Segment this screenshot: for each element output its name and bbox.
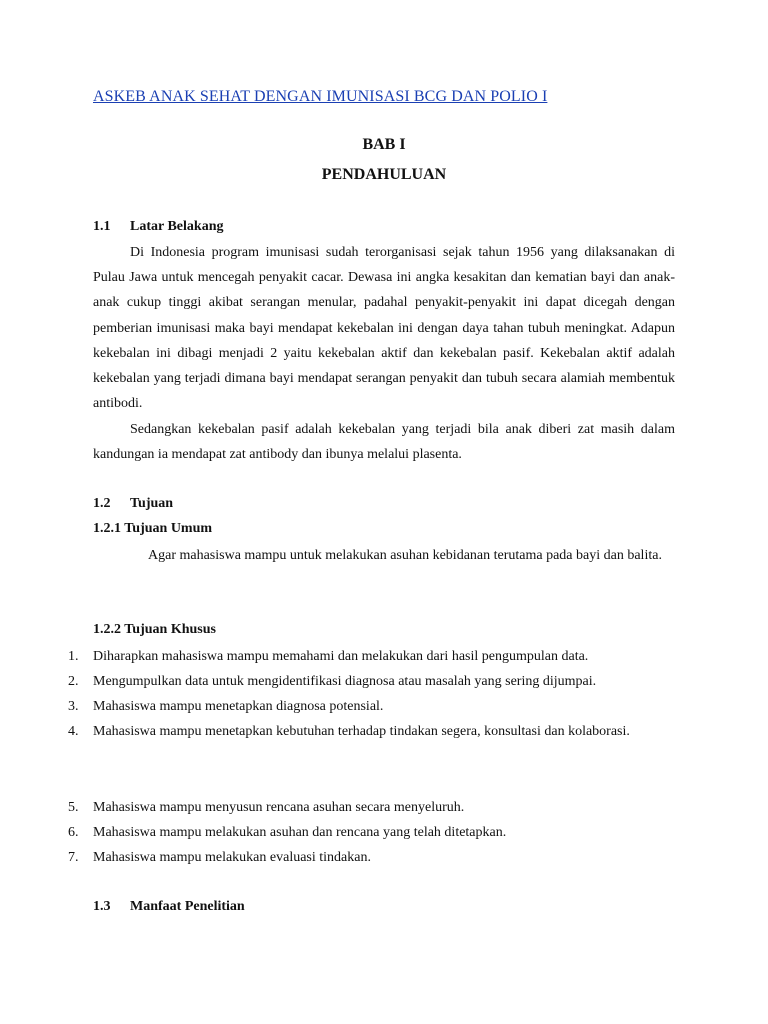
paragraph-tujuan-umum	[93, 543, 675, 568]
paragraph-latar-belakang-1	[93, 240, 675, 416]
list-item	[68, 669, 675, 694]
list-number: 3.	[68, 699, 79, 714]
chapter-title: PENDAHULUAN	[321, 166, 447, 183]
list-item	[68, 820, 675, 845]
list-text: Mahasiswa mampu melakukan asuhan dan rencana yang telah ditetapkan.	[93, 825, 507, 840]
section-number: 1.3	[93, 899, 111, 914]
list-number: 4.	[68, 724, 79, 739]
chapter-number: BAB I	[362, 136, 406, 153]
paragraph-latar-belakang-2	[93, 417, 675, 467]
paragraph-text: Sedangkan kekebalan pasif adalah kekebalan yang terjadi bila anak diberi zat masih dalam kandungan ia mendapat zat antibody dan ibunya melalui plasenta.	[93, 422, 675, 463]
list-text: Mahasiswa mampu menetapkan diagnosa potensial.	[93, 699, 384, 714]
paragraph-text: Agar mahasiswa mampu untuk melakukan asuhan kebidanan terutama pada bayi dan balita.	[148, 548, 662, 563]
section-title: Manfaat Penelitian	[130, 899, 245, 914]
section-title: Latar Belakang	[130, 219, 224, 234]
list-number: 2.	[68, 674, 79, 689]
list-text: Mahasiswa mampu menyusun rencana asuhan secara menyeluruh.	[93, 800, 465, 815]
subsection-heading-tujuan-umum: 1.2.1 Tujuan Umum	[93, 521, 213, 536]
list-text: Mahasiswa mampu melakukan evaluasi tindakan.	[93, 850, 371, 865]
subsection-heading-tujuan-khusus: 1.2.2 Tujuan Khusus	[93, 622, 216, 637]
list-item	[68, 845, 675, 870]
list-item	[68, 694, 675, 719]
list-number: 5.	[68, 800, 79, 815]
list-number: 6.	[68, 825, 79, 840]
section-title: Tujuan	[130, 496, 174, 511]
paragraph-text: Di Indonesia program imunisasi sudah terorganisasi sejak tahun 1956 yang dilaksanakan di Pulau Jawa untuk mencegah penyakit cacar. Dewasa ini angka kesakitan dan kematian bayi dan anak-anak cukup tinggi akibat serangan menular, padahal penyakit-penyakit ini dapat dicegah dengan pemberian imunisasi maka bayi mendapat kekebalan ini dengan daya tahan tubuh meningkat. Adapun kekebalan ini dibagi menjadi 2 yaitu kekebalan aktif dan kekebalan pasif. Kekebalan aktif adalah kekebalan yang terjadi dimana bayi mendapat serangan penyakit dan tubuh secara alamiah membentuk antibodi.	[93, 245, 675, 412]
list-item	[68, 644, 675, 669]
list-item	[68, 795, 675, 820]
list-text: Mahasiswa mampu menetapkan kebutuhan terhadap tindakan segera, konsultasi dan kolaborasi.	[93, 724, 630, 739]
section-number: 1.2	[93, 496, 111, 511]
document-title-link[interactable]: ASKEB ANAK SEHAT DENGAN IMUNISASI BCG DAN POLIO I	[93, 88, 548, 105]
list-number: 1.	[68, 649, 79, 664]
section-number: 1.1	[93, 219, 111, 234]
list-number: 7.	[68, 850, 79, 865]
section-heading-1-1	[93, 219, 223, 235]
section-heading-1-2	[93, 496, 173, 512]
section-heading-1-3	[93, 899, 245, 915]
list-text: Diharapkan mahasiswa mampu memahami dan melakukan dari hasil pengumpulan data.	[93, 649, 589, 664]
list-text: Mengumpulkan data untuk mengidentifikasi diagnosa atau masalah yang sering dijumpai.	[93, 674, 597, 689]
list-item	[68, 719, 675, 744]
